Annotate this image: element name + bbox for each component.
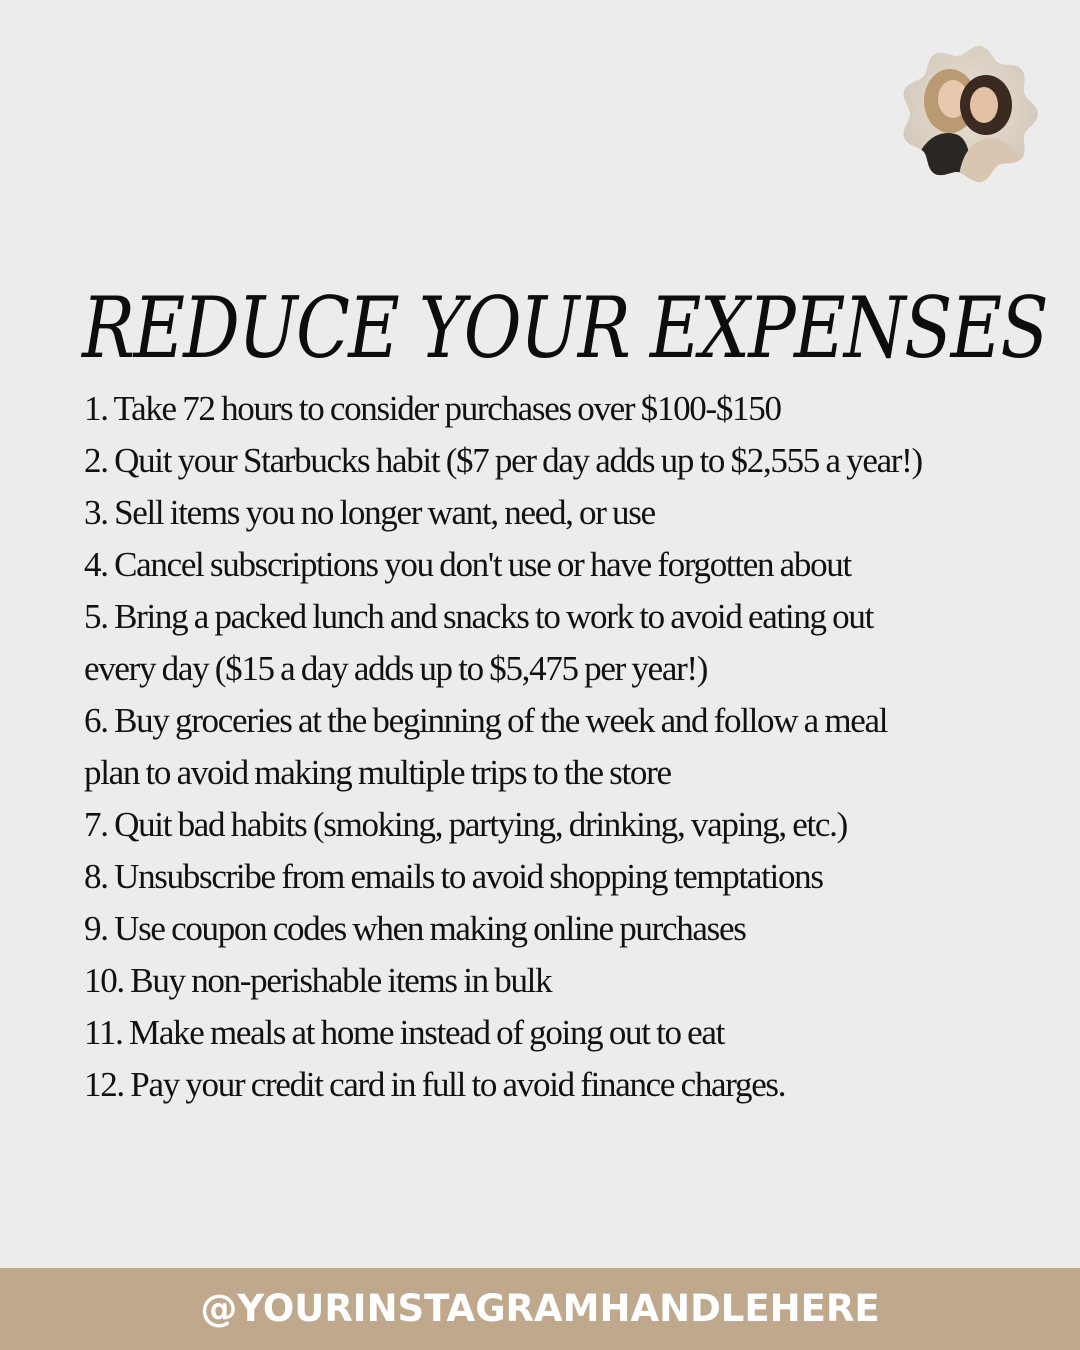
tip-text-line: 5. Bring a packed lunch and snacks to work to avoid eating out (84, 597, 873, 636)
list-item (84, 851, 984, 903)
list-item (84, 539, 984, 591)
list-item (84, 435, 984, 487)
tip-text-line: 8. Unsubscribe from emails to avoid shopping temptations (84, 857, 823, 896)
tip-text-line: 1. Take 72 hours to consider purchases over $100-$150 (84, 389, 781, 428)
tip-text-line: 10. Buy non-perishable items in bulk (84, 961, 552, 1000)
list-item (84, 1007, 984, 1059)
page-title: REDUCE YOUR EXPENSES (82, 279, 1048, 377)
avatar (898, 43, 1040, 185)
portrait-photo-icon (898, 43, 1040, 185)
list-item (84, 903, 984, 955)
list-item (84, 383, 984, 435)
list-item (84, 695, 984, 799)
list-item (84, 955, 984, 1007)
tip-text-line: 6. Buy groceries at the beginning of the week and follow a meal (84, 701, 888, 740)
tip-text-line: 2. Quit your Starbucks habit ($7 per day adds up to $2,555 a year!) (84, 441, 922, 480)
tip-text-line: 7. Quit bad habits (smoking, partying, drinking, vaping, etc.) (84, 805, 847, 844)
footer-band (0, 1268, 1080, 1350)
tip-text-line: 11. Make meals at home instead of going out to eat (84, 1013, 725, 1052)
tip-text-line: 4. Cancel subscriptions you don't use or have forgotten about (84, 545, 851, 584)
tip-text-line: 12. Pay your credit card in full to avoid finance charges. (84, 1065, 786, 1104)
list-item (84, 487, 984, 539)
tips-list (84, 383, 984, 1111)
list-item (84, 591, 984, 695)
tip-text-line: 3. Sell items you no longer want, need, or use (84, 493, 655, 532)
tip-text-line: 9. Use coupon codes when making online purchases (84, 909, 746, 948)
tip-text-line: every day ($15 a day adds up to $5,475 per year!) (84, 649, 708, 688)
tip-text-line: plan to avoid making multiple trips to the store (84, 753, 671, 792)
instagram-handle: @YOURINSTAGRAMHANDLEHERE (200, 1287, 880, 1330)
list-item (84, 1059, 984, 1111)
list-item (84, 799, 984, 851)
